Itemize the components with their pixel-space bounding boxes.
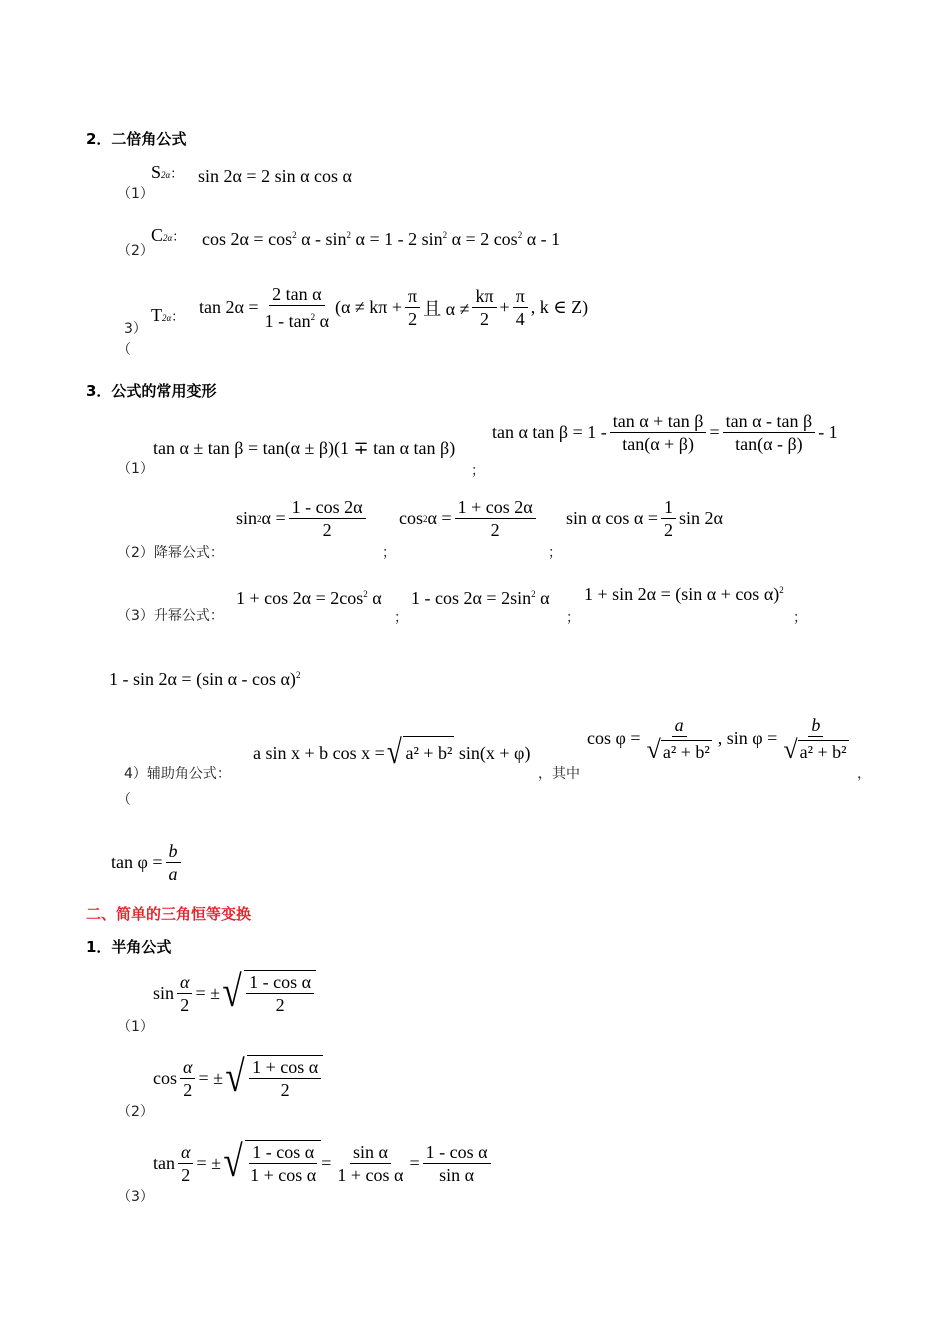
- item-label: （2）: [117, 1104, 154, 1120]
- formula-raise-sin-minus: 1 - sin 2α = (sin α - cos α)$^2$: [109, 669, 301, 689]
- item-label: （1）: [117, 186, 154, 202]
- part-heading-identity-transforms: 二、简单的三角恒等变换: [86, 905, 252, 923]
- sqrt-icon: √ $\frac{\text{1 - cos α}}{2}$: [220, 970, 316, 1016]
- item-label-power-raising: （3）升幂公式：: [117, 608, 224, 624]
- section-heading-double-angle: 2．二倍角公式: [86, 130, 187, 148]
- formula-auxiliary-angle: a sin x + b cos x = √ a² + b² sin(x + φ): [253, 734, 531, 771]
- separator: ；: [394, 610, 408, 626]
- formula-tan-sum: tan α ± tan β = tan(α ± β)(1 ∓ tan α tan β): [153, 438, 456, 458]
- formula-half-cos: cos $\frac{\alpha}{2}$ = ± √ $\frac{\text{1 + cos α}}{2}$: [153, 1055, 323, 1101]
- separator: ；: [548, 545, 562, 561]
- item-label-paren: （: [117, 792, 131, 808]
- item-label: （1）: [117, 1019, 154, 1035]
- text-where: ，其中: [538, 766, 580, 782]
- formula-raise-cos: $1 + \cos 2\alpha = 2\cos^2$ α: [236, 588, 382, 608]
- sqrt-icon: √ $\frac{\text{1 + cos α}}{2}$: [223, 1055, 323, 1101]
- sqrt-icon: √ a² + b²: [783, 735, 847, 764]
- formula-half-tan: tan $\frac{\alpha}{2}$ = ± √ $\frac{\text{1 - cos α}}{\text{1 + cos α}}$ = $\frac{\text{sin α}}{\text{1 + cos α}}$ = $\frac{\text{1 - cos α}}{\text{sin α}}$: [153, 1140, 494, 1186]
- item-label: （2）: [117, 243, 154, 259]
- item-label-power-reduction: （2）降幂公式：: [117, 545, 224, 561]
- formula-name-c2a: C2α：: [151, 225, 186, 245]
- section-heading-transforms: 3．公式的常用变形: [86, 382, 217, 400]
- formula-half-sin: sin $\frac{\alpha}{2}$ = ± √ $\frac{\text{1 - cos α}}{2}$: [153, 970, 316, 1016]
- formula-name-s2a: S2α：: [151, 162, 184, 182]
- formula-sin-cos-product: sin α cos α = $\frac{1}{2}$ sin 2α: [566, 497, 723, 540]
- separator: ，: [857, 766, 871, 782]
- item-label-paren: （: [117, 342, 131, 358]
- item-label: 3）: [124, 321, 147, 337]
- section-heading-half-angle: 1．半角公式: [86, 938, 172, 956]
- formula-cos-double: $\cos 2\alpha = \cos^2 \alpha - \sin^2 \alpha = 1 - 2$ $\sin^2 \alpha = 2$ $\cos^2 \alpha - 1$: [202, 229, 561, 249]
- formula-raise-sin-plus: 1 + sin 2α = (sin α + cos α)$^2$: [584, 584, 784, 604]
- formula-raise-cos-minus: $1 - \cos 2\alpha = 2\sin^2$ α: [411, 588, 550, 608]
- sqrt-icon: √ $\frac{\text{1 - cos α}}{\text{1 + cos α}}$: [221, 1140, 321, 1186]
- item-label: （3）: [117, 1189, 154, 1205]
- formula-cos-sin-phi: cos φ = $\frac{a}{\text{√ a² + b²}}$ , sin φ = $\frac{b}{\text{√ a² + b²}}$: [587, 714, 855, 763]
- formula-name-t2a: T2α：: [151, 305, 185, 325]
- formula-sin-double: sin 2α = 2 sin α cos α: [198, 166, 352, 186]
- sqrt-icon: √ a² + b²: [386, 734, 453, 771]
- formula-sin-squared: sin 2 α = $\frac{1 - \cos 2\alpha}{2}$: [236, 496, 369, 541]
- formula-tan-product: tan α tan β = 1 - $\frac{\text{tan α + tan β}}{\tan(\alpha + \beta)}$ = $\frac{\text{tan α - tan β}}{\tan(\alpha - \beta)}$ - 1: [492, 411, 838, 454]
- separator: ；: [566, 610, 580, 626]
- separator: ；: [471, 463, 485, 479]
- item-label: （1）: [117, 461, 154, 477]
- separator: ；: [382, 545, 396, 561]
- formula-tan-phi: tan φ = $\frac{b}{a}$: [111, 840, 184, 885]
- sqrt-icon: √ a² + b²: [646, 735, 710, 764]
- separator: ；: [793, 610, 807, 626]
- item-label-auxiliary-angle: 4）辅助角公式：: [124, 766, 231, 782]
- formula-tan-double: tan 2α = $\frac{\text{2 tan α}}{1 - \tan^2 \alpha}$ (α ≠ kπ + $\frac{\pi}{2}$ 且 α ≠ $\frac{k\pi}{2}$ + $\frac{\pi}{4}$ , k ∈ Z): [199, 284, 589, 331]
- formula-cos-squared: cos 2 α = $\frac{1 + \cos 2\alpha}{2}$: [399, 496, 539, 541]
